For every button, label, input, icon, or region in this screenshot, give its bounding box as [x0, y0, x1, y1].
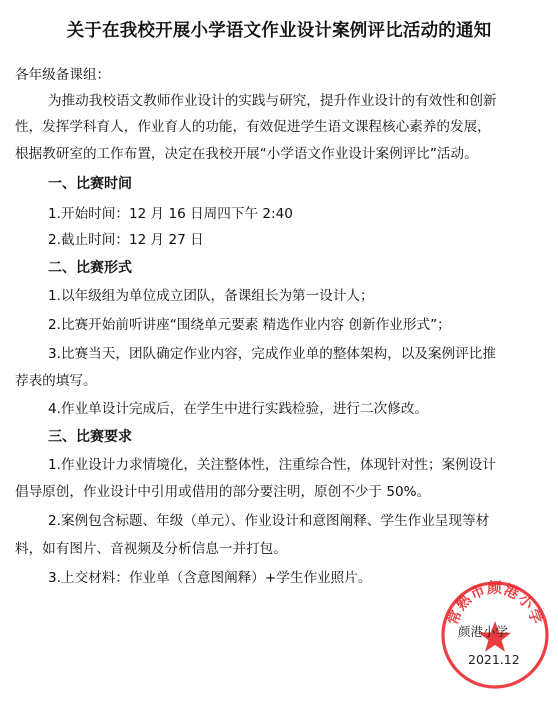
list-item: 料，如有图片、音视频及分析信息一并打包。 — [15, 541, 287, 557]
seal-text: 常熟市颜港小学 — [445, 581, 545, 628]
list-item: 1.开始时间：12 月 16 日周四下午 2:40 — [48, 206, 293, 222]
list-item: 2.截止时间：12 月 27 日 — [48, 232, 204, 248]
list-item: 1.作业设计力求情境化，关注整体性，注重综合性，体现针对性；案例设计 — [48, 457, 496, 473]
section-heading-time: 一、比赛时间 — [48, 176, 132, 192]
section-heading-requirements: 三、比赛要求 — [48, 429, 132, 445]
list-item: 倡导原创，作业设计中引用或借用的部分要注明，原创不少于 50%。 — [15, 484, 431, 500]
list-item: 2.案例包含标题、年级（单元）、作业设计和意图阐释、学生作业呈现等材 — [48, 513, 490, 529]
salutation: 各年级备课组： — [15, 67, 111, 83]
list-item: 4.作业单设计完成后，在学生中进行实践检验，进行二次修改。 — [48, 401, 428, 417]
list-item: 1.以年级组为单位成立团队，备课组长为第一设计人； — [48, 288, 374, 304]
intro-line: 性，发挥学科育人，作业育人的功能，有效促进学生语文课程核心素养的发展， — [15, 119, 491, 135]
signature-date: 2021.12 — [468, 652, 520, 667]
intro-line: 根据教研室的工作布置，决定在我校开展“小学语文作业设计案例评比”活动。 — [15, 146, 478, 162]
intro-line: 为推动我校语文教师作业设计的实践与研究，提升作业设计的有效性和创新 — [48, 93, 497, 109]
list-item: 荐表的填写。 — [15, 373, 97, 389]
document-title: 关于在我校开展小学语文作业设计案例评比活动的通知 — [66, 21, 492, 41]
list-item: 3.比赛当天，团队确定作业内容，完成作业单的整体架构，以及案例评比推 — [48, 346, 496, 362]
section-heading-format: 二、比赛形式 — [48, 260, 132, 276]
list-item: 3.上交材料：作业单（含意图阐释）+学生作业照片。 — [48, 570, 372, 586]
signature-school: 颜港小学 — [458, 624, 509, 639]
list-item: 2.比赛开始前听讲座“围绕单元要素 精选作业内容 创新作业形式”； — [48, 317, 451, 333]
